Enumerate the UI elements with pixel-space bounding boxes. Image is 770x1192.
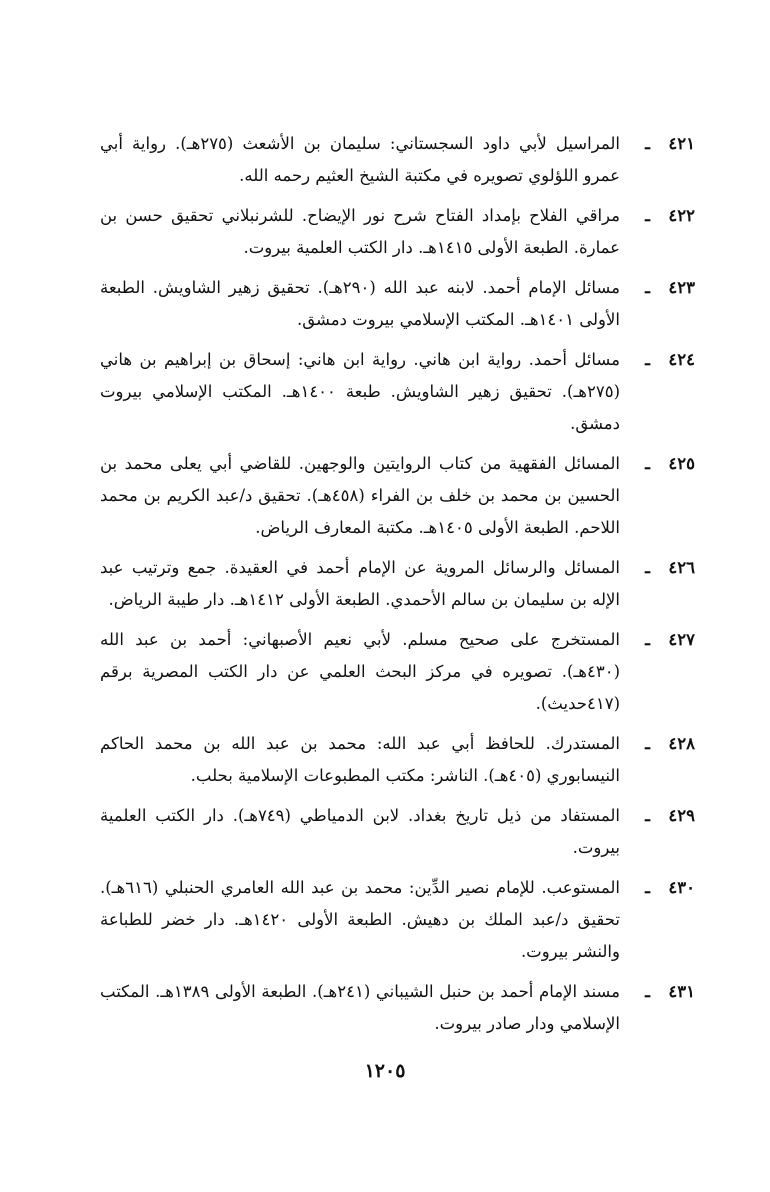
- entry-number: ٤٢٩: [668, 806, 695, 825]
- entry-text: مسائل الإمام أحمد. لابنه عبد الله (٢٩٠هـ). تحقيق زهير الشاويش. الطبعة الأولى ١٤٠١هـ. المكتب الإسلامي بيروت دمشق.: [100, 278, 620, 329]
- entry-number: ٤٣١: [668, 982, 695, 1001]
- entry-dash: ـ: [645, 558, 650, 577]
- entry-number: ٤٢٥: [668, 454, 695, 473]
- bibliography-list: [100, 128, 695, 1048]
- entry-text: المراسيل لأبي داود السجستاني: سليمان بن الأشعث (٢٧٥هـ). رواية أبي عمرو اللؤلوي تصويره في مكتبة الشيخ العثيم رحمه الله.: [100, 134, 620, 185]
- bibliography-entry: [100, 976, 695, 1040]
- entry-number: ٤٢٢: [668, 206, 695, 225]
- entry-dash: ـ: [645, 350, 650, 369]
- bibliography-entry: [100, 728, 695, 792]
- bibliography-entry: [100, 872, 695, 968]
- entry-number: ٤٢١: [668, 134, 695, 153]
- entry-text: المسائل والرسائل المروية عن الإمام أحمد في العقيدة. جمع وترتيب عبد الإله بن سليمان بن سالم الأحمدي. الطبعة الأولى ١٤١٢هـ. دار طيبة الرياض.: [100, 558, 620, 609]
- entry-text: مسند الإمام أحمد بن حنبل الشيباني (٢٤١هـ). الطبعة الأولى ١٣٨٩هـ. المكتب الإسلامي ودار صادر بيروت.: [100, 982, 620, 1033]
- entry-dash: ـ: [645, 134, 650, 153]
- bibliography-entry: [100, 128, 695, 192]
- bibliography-entry: [100, 624, 695, 720]
- entry-text: المستدرك. للحافظ أبي عبد الله: محمد بن عبد الله بن محمد الحاكم النيسابوري (٤٠٥هـ). الناشر: مكتب المطبوعات الإسلامية بحلب.: [100, 734, 620, 785]
- entry-text: المستفاد من ذيل تاريخ بغداد. لابن الدمياطي (٧٤٩هـ). دار الكتب العلمية بيروت.: [100, 806, 621, 857]
- entry-dash: ـ: [645, 806, 650, 825]
- entry-dash: ـ: [645, 630, 650, 649]
- entry-text: مراقي الفلاح بإمداد الفتاح شرح نور الإيضاح. للشرنبلاني تحقيق حسن بن عمارة. الطبعة الأولى ١٤١٥هـ. دار الكتب العلمية بيروت.: [100, 206, 620, 257]
- entry-number: ٤٢٤: [668, 350, 695, 369]
- entry-dash: ـ: [645, 982, 650, 1001]
- bibliography-entry: [100, 272, 695, 336]
- entry-text: المستخرج على صحيح مسلم. لأبي نعيم الأصبهاني: أحمد بن عبد الله (٤٣٠هـ). تصويره في مركز البحث العلمي عن دار الكتب المصرية برقم (٤١٧حديث).: [100, 630, 620, 713]
- entry-text: مسائل أحمد. رواية ابن هاني. رواية ابن هاني: إسحاق بن إبراهيم بن هاني (٢٧٥هـ). تحقيق زهير الشاويش. طبعة ١٤٠٠هـ. المكتب الإسلامي بيروت دمشق.: [100, 350, 621, 433]
- entry-number: ٤٢٦: [668, 558, 695, 577]
- entry-dash: ـ: [645, 206, 650, 225]
- entry-number: ٤٢٣: [668, 278, 695, 297]
- bibliography-entry: [100, 200, 695, 264]
- entry-dash: ـ: [645, 278, 650, 297]
- entry-number: ٤٢٧: [668, 630, 695, 649]
- page-number: ١٢٠٥: [364, 1060, 406, 1082]
- entry-dash: ـ: [645, 734, 650, 753]
- bibliography-entry: [100, 448, 695, 544]
- bibliography-entry: [100, 800, 695, 864]
- entry-text: المسائل الفقهية من كتاب الروايتين والوجهين. للقاضي أبي يعلى محمد بن الحسين بن محمد بن خلف بن الفراء (٤٥٨هـ). تحقيق د/عبد الكريم بن محمد اللاحم. الطبعة الأولى ١٤٠٥هـ. مكتبة المعارف الرياض.: [100, 454, 621, 537]
- bibliography-entry: [100, 552, 695, 616]
- entry-dash: ـ: [645, 878, 650, 897]
- entry-dash: ـ: [645, 454, 650, 473]
- entry-number: ٤٢٨: [668, 734, 695, 753]
- bibliography-entry: [100, 344, 695, 440]
- entry-number: ٤٣٠: [668, 878, 695, 897]
- entry-text: المستوعب. للإمام نصير الدِّين: محمد بن عبد الله العامري الحنبلي (٦١٦هـ). تحقيق د/عبد الملك بن دهيش. الطبعة الأولى ١٤٢٠هـ. دار خضر للطباعة والنشر بيروت.: [100, 878, 621, 961]
